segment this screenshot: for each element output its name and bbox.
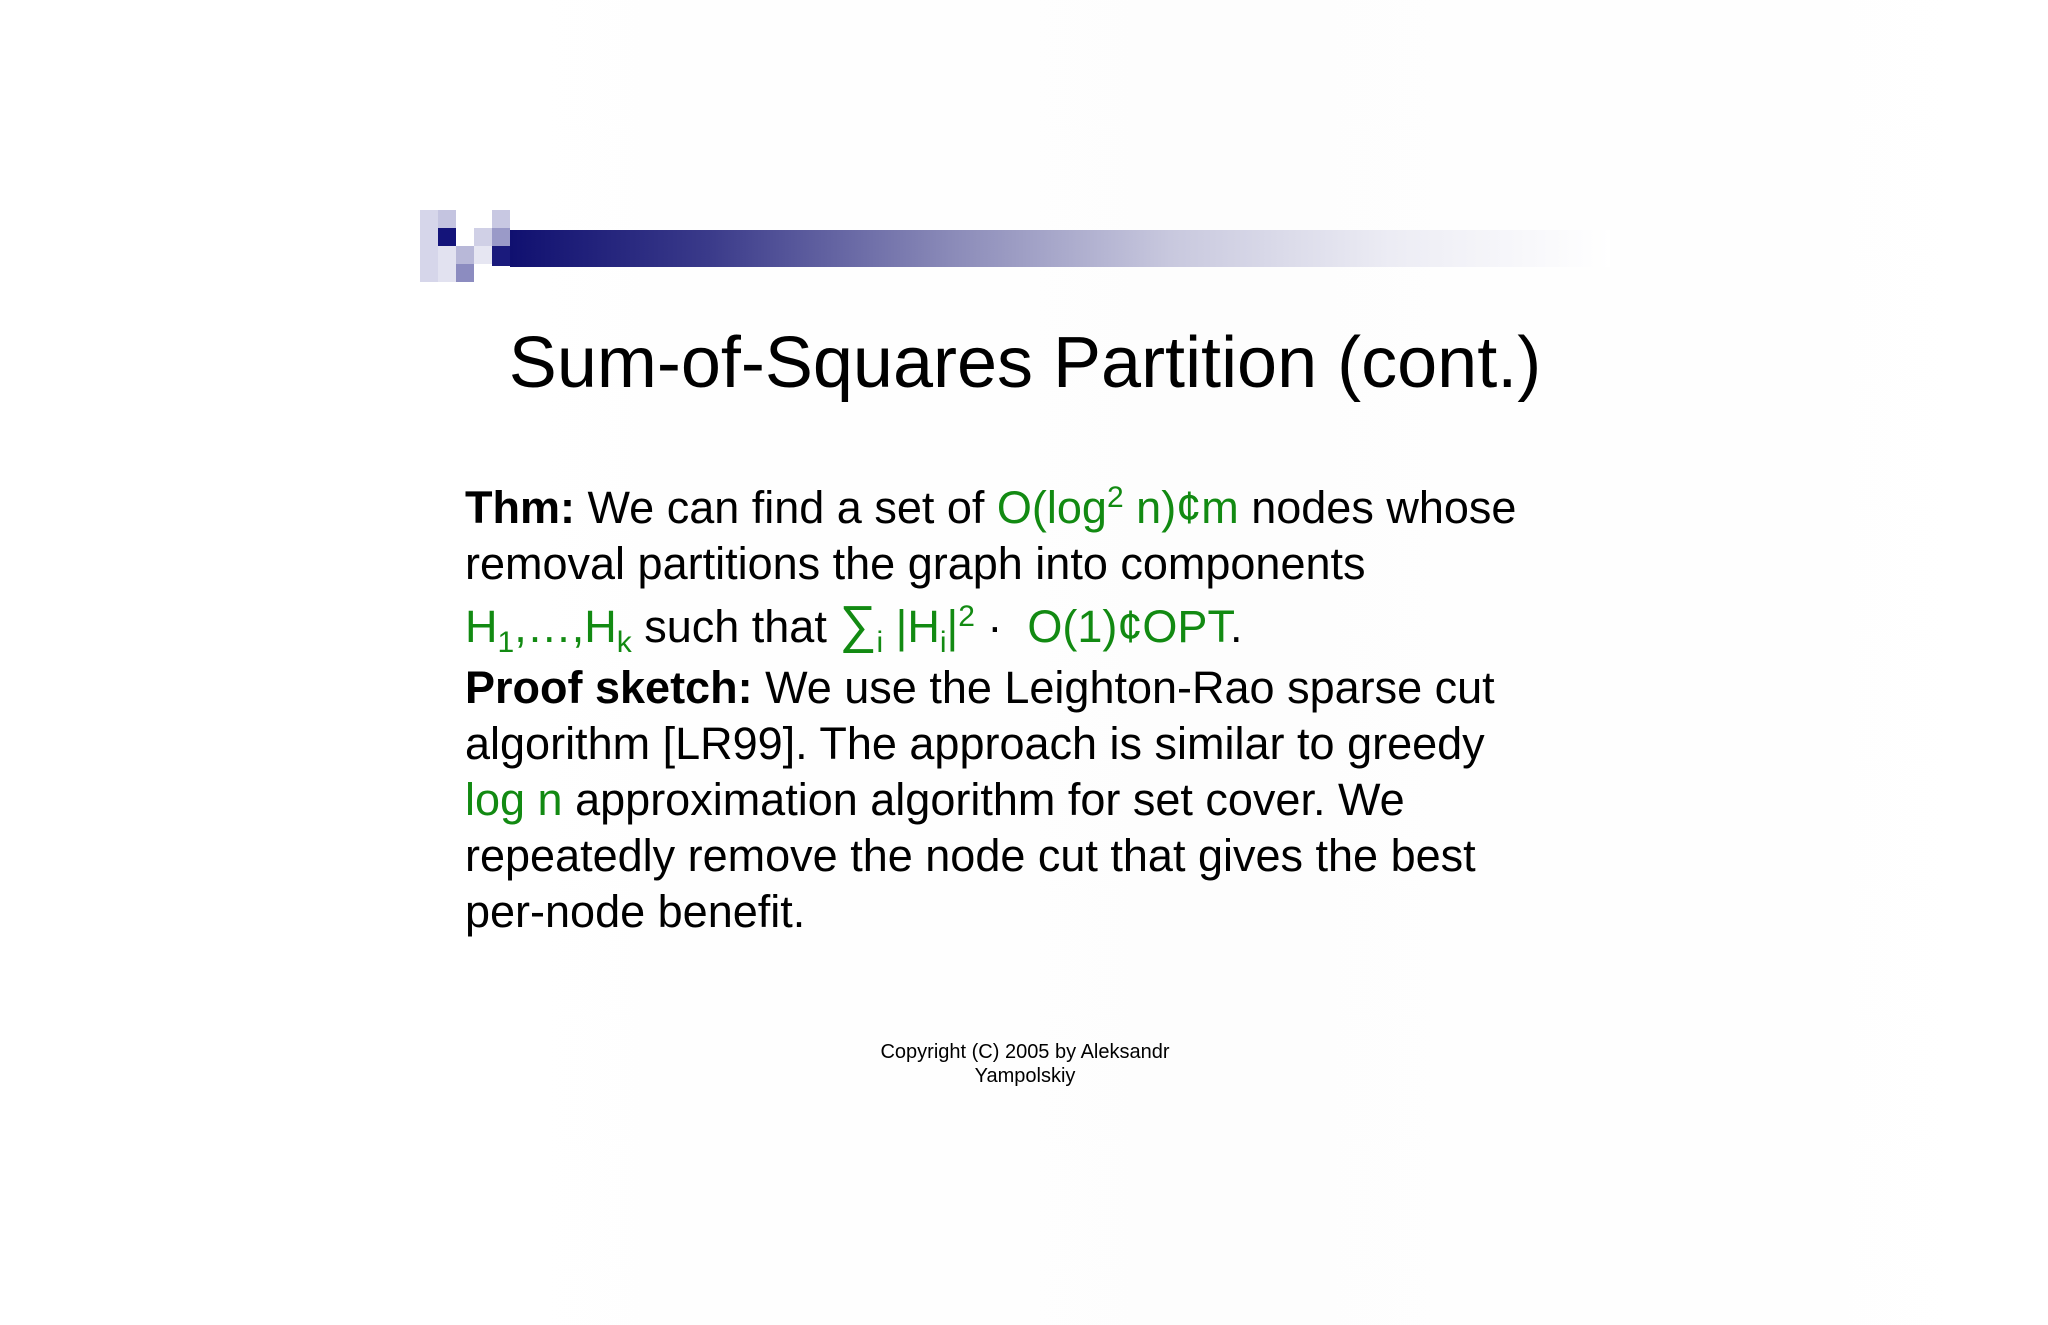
footer-line-2: Yampolskiy [974, 1065, 1076, 1087]
copyright-footer [820, 1040, 1230, 1088]
footer-line-1: Copyright (C) 2005 by Aleksandr [880, 1041, 1170, 1063]
proof-line-1 [465, 660, 1625, 716]
proof-text-1: We use the Leighton-Rao sparse cut [765, 662, 1495, 713]
theorem-text-tail: nodes whose [1251, 482, 1517, 533]
proof-line-2: algorithm [LR99]. The approach is similar to greedy [465, 718, 1485, 769]
theorem-line-2: removal partitions the graph into components [465, 538, 1366, 589]
theorem-such-that: such that [644, 601, 827, 652]
header-gradient-bar [510, 230, 1610, 267]
slide-title: Sum-of-Squares Partition (cont.) [508, 323, 1542, 403]
proof-text-3: approximation algorithm for set cover. We [575, 774, 1405, 825]
theorem-period: . [1229, 601, 1243, 652]
theorem-line-3 [465, 592, 1625, 660]
theorem-sum-expression: $\sum_i$ $|H_i|^2$ [839, 596, 975, 659]
proof-paragraph [465, 660, 1625, 940]
theorem-paragraph [465, 480, 1625, 660]
theorem-math-bound: $O(\log^2$ n)¢m [996, 481, 1239, 533]
theorem-label: Thm: [465, 482, 575, 533]
theorem-text: We can find a set of [587, 482, 985, 533]
proof-line-3 [465, 772, 1625, 828]
header-decoration [420, 210, 1610, 284]
theorem-operator: · [987, 601, 1003, 652]
proof-log-n: log n [465, 774, 563, 825]
proof-line-5: per-node benefit. [465, 886, 806, 937]
theorem-components: $H_1,\dots,H_k$ [465, 601, 632, 659]
slide-body [465, 480, 1625, 940]
proof-label: Proof sketch: [465, 662, 753, 713]
proof-line-4: repeatedly remove the node cut that gives the best [465, 830, 1476, 881]
theorem-line-1 [465, 480, 1625, 536]
theorem-opt-bound: O(1)¢OPT [1027, 601, 1230, 652]
